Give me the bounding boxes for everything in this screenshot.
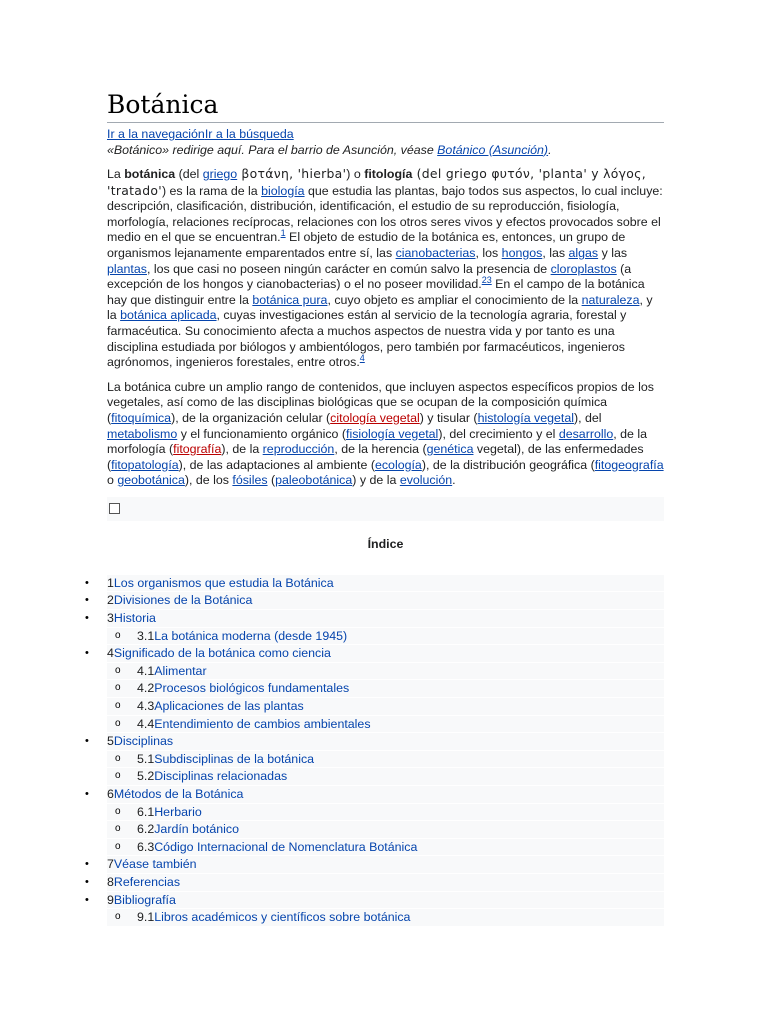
toc-spacer	[107, 567, 664, 575]
toc-subitem[interactable]	[107, 628, 664, 646]
toc-subitem[interactable]	[107, 751, 664, 769]
link-botanica-pura[interactable]: botánica pura	[252, 292, 328, 307]
toc-number: 3.1	[137, 628, 155, 643]
toc-link[interactable]: Los organismos que estudia la Botánica	[113, 575, 334, 590]
bullet-disc-icon: •	[85, 647, 89, 660]
link-metabolismo[interactable]: metabolismo	[107, 426, 178, 441]
link-cianobacterias[interactable]: cianobacterias	[395, 245, 476, 260]
text: (del	[175, 167, 203, 181]
bullet-disc-icon: •	[85, 893, 89, 906]
text: , los que casi no poseen ningún carácter en común salvo la presencia de	[146, 261, 551, 276]
bullet-circle-icon: o	[115, 840, 121, 852]
toc-link[interactable]: Historia	[113, 611, 156, 626]
text: y el funcionamiento orgánico (	[177, 426, 346, 441]
link-fisiologia-vegetal[interactable]: fisiología vegetal	[346, 426, 439, 441]
toc-item[interactable]	[85, 610, 664, 628]
toc-number: 5.1	[137, 751, 155, 766]
toc-link[interactable]: Código Internacional de Nomenclatura Botánica	[154, 839, 418, 854]
link-griego[interactable]: griego	[202, 167, 238, 181]
bullet-circle-icon: o	[115, 629, 121, 641]
toc-number: 2	[107, 593, 114, 608]
toc-subitem[interactable]	[107, 804, 664, 822]
link-naturaleza[interactable]: naturaleza	[581, 292, 640, 307]
toc-link[interactable]: Libros académicos y científicos sobre botánica	[154, 910, 411, 925]
toc-link[interactable]: Disciplinas	[113, 734, 174, 749]
redlink-citologia-vegetal[interactable]: citología vegetal	[330, 410, 420, 425]
text: ) y tisular (	[419, 410, 478, 425]
toc-number: 1	[107, 575, 114, 590]
bullet-disc-icon: •	[85, 875, 89, 888]
text: ) es la rama de la	[161, 183, 262, 198]
toc-item[interactable]	[85, 645, 664, 663]
text: La botánica cubre un amplio rango de contenidos, que incluyen aspectos específicos propios de los vegetales, así como de las disciplinas biológicas que se ocupan de la composición química (	[107, 379, 654, 425]
link-paleobotanica[interactable]: paleobotánica	[275, 473, 353, 488]
link-desarrollo[interactable]: desarrollo	[558, 426, 614, 441]
toc-number: 8	[107, 874, 114, 889]
toc-toggle-row	[107, 497, 664, 521]
text: que estudia las plantas, bajo todos sus aspectos, lo cual incluye: descripción, clasificación, distribución, identificación, el estudio de su reproducción, fisiología, morfología, relaciones recíprocas, relaciones con los otros seres vivos y efectos provocados sobre el medio en el que se encuentran.	[107, 183, 663, 245]
article	[85, 88, 664, 927]
toc-subitem[interactable]	[107, 839, 664, 857]
bullet-circle-icon: o	[115, 805, 121, 817]
toc-link[interactable]: Entendimiento de cambios ambientales	[154, 716, 371, 731]
toc-link[interactable]: Herbario	[154, 804, 202, 819]
toc-item[interactable]	[85, 892, 664, 910]
bold-term-botanica: botánica	[124, 167, 176, 181]
toc-subitem[interactable]	[107, 680, 664, 698]
link-fitoquimica[interactable]: fitoquímica	[111, 410, 172, 425]
toc-item[interactable]	[85, 874, 664, 892]
toc-subitem[interactable]	[107, 698, 664, 716]
jump-links	[107, 127, 664, 143]
text: ), de la organización celular (	[171, 410, 331, 425]
toc-link[interactable]: Referencias	[113, 874, 181, 889]
text: , y la	[107, 292, 653, 323]
bullet-disc-icon: •	[85, 576, 89, 589]
toc-number: 4.1	[137, 663, 155, 678]
text: y las	[598, 245, 628, 260]
link-ecologia[interactable]: ecología	[374, 457, 422, 472]
text: La	[107, 167, 125, 181]
toc-item[interactable]	[85, 592, 664, 610]
toc-list	[85, 575, 664, 927]
toc-subitem[interactable]	[107, 716, 664, 734]
bullet-circle-icon: o	[115, 770, 121, 782]
bullet-disc-icon: •	[85, 735, 89, 748]
toc-item[interactable]	[85, 786, 664, 804]
link-fitopatologia[interactable]: fitopatología	[111, 457, 179, 472]
toc-link[interactable]: Disciplinas relacionadas	[154, 769, 288, 784]
text: (a excepción de los hongos y cianobacterias) o el no poseer movilidad.	[107, 261, 632, 292]
link-botanica-aplicada[interactable]: botánica aplicada	[120, 308, 217, 323]
toc-subitem[interactable]	[107, 909, 664, 927]
text: En el campo de la botánica hay que distinguir entre la	[107, 277, 645, 307]
toc-link[interactable]: Bibliografía	[113, 892, 176, 907]
jump-to-search-link[interactable]: Ir a la búsqueda	[204, 127, 294, 141]
toc-item[interactable]	[85, 856, 664, 874]
toc-number: 4.2	[137, 681, 155, 696]
toc-title: Índice	[107, 521, 664, 567]
toc-item[interactable]	[85, 575, 664, 593]
text: El objeto de estudio de la botánica es, entonces, un grupo de organismos lejanamente emparentados entre sí, las	[107, 230, 626, 260]
toc-link[interactable]: Métodos de la Botánica	[113, 787, 244, 801]
toc-link[interactable]: Subdisciplinas de la botánica	[154, 751, 315, 766]
reference-4[interactable]: 4	[359, 353, 365, 363]
text: ), de los	[184, 473, 233, 488]
toc-number: 9.1	[137, 910, 155, 925]
text: .	[452, 473, 456, 488]
bullet-disc-icon: •	[85, 594, 89, 607]
toc-toggle-checkbox[interactable]	[109, 503, 120, 514]
toc-number: 6.2	[137, 822, 155, 837]
toc-subitem[interactable]	[107, 663, 664, 681]
toc-number: 4	[107, 646, 114, 661]
text: , de la morfología (	[107, 426, 648, 457]
text: , de la herencia (	[334, 442, 427, 457]
link-plantas[interactable]: plantas	[107, 261, 147, 276]
bold-term-fitologia: fitología	[364, 167, 413, 181]
toc-number: 5.2	[137, 769, 155, 784]
text: ), de la	[221, 442, 263, 457]
link-algas[interactable]: algas	[568, 245, 599, 260]
toc-number: 5	[107, 734, 114, 749]
toc-link[interactable]: Significado de la botánica como ciencia	[113, 646, 331, 661]
link-fitogeografia[interactable]: fitogeografía	[594, 457, 664, 472]
toc-number: 4.4	[137, 716, 155, 731]
toc-link[interactable]: Jardín botánico	[154, 822, 239, 837]
toc-item[interactable]	[85, 733, 664, 751]
table-of-contents	[85, 497, 664, 927]
text: , las	[542, 245, 569, 260]
intro-paragraph-1	[107, 166, 664, 371]
bullet-circle-icon: o	[115, 752, 121, 764]
greek-text: βοτάνη, 'hierba'	[237, 166, 347, 181]
link-cloroplastos[interactable]: cloroplastos	[550, 261, 617, 276]
bullet-circle-icon: o	[115, 911, 121, 923]
link-geobotanica[interactable]: geobotánica	[117, 473, 185, 488]
hatnote	[107, 143, 664, 159]
toc-subitem[interactable]	[107, 768, 664, 786]
link-reproduccion[interactable]: reproducción	[262, 442, 335, 457]
link-hongos[interactable]: hongos	[501, 245, 543, 260]
text: ), del	[574, 410, 602, 425]
greek-text: (del griego φυτόν, 'planta' y λόγος, 'tratado'	[107, 166, 646, 198]
toc-subitem[interactable]	[107, 821, 664, 839]
text: (	[267, 473, 276, 488]
toc-link[interactable]: Procesos biológicos fundamentales	[154, 681, 350, 696]
bullet-disc-icon: •	[85, 612, 89, 625]
toc-number: 3	[107, 611, 114, 626]
toc-number: 9	[107, 892, 114, 907]
text: ) y de la	[352, 473, 400, 488]
bullet-circle-icon: o	[115, 664, 121, 676]
hatnote-text: «Botánico» redirige aquí. Para el barrio de Asunción, véase	[107, 142, 438, 157]
link-genetica[interactable]: genética	[426, 442, 474, 457]
bullet-disc-icon: •	[85, 788, 89, 800]
link-fosiles[interactable]: fósiles	[232, 473, 268, 488]
toc-number: 6	[107, 787, 114, 801]
reference-23[interactable]: 23	[481, 275, 492, 286]
hatnote-suffix: .	[548, 142, 552, 157]
bullet-circle-icon: o	[115, 682, 121, 694]
text: ) o	[346, 167, 365, 181]
bullet-circle-icon: o	[115, 717, 121, 729]
toc-number: 6.1	[137, 804, 155, 819]
text: vegetal), de las enfermedades (	[107, 442, 644, 472]
jump-to-navigation-link[interactable]: Ir a la navegación	[107, 127, 205, 141]
text: , cuyas investigaciones están al servicio de la tecnología agraria, forestal y farmacéutica. Su conocimiento afecta a muchos aspectos de nuestra vida y por tanto es una disciplina estudiada por biólogos y ambientólogos, pero también por farmacéuticos, ingenieros agrónomos, ingenieros forestales, entre otros.	[107, 308, 627, 370]
text: o	[107, 473, 118, 488]
toc-number: 6.3	[137, 839, 155, 854]
reference-1[interactable]: 1	[280, 228, 286, 239]
toc-link[interactable]: Divisiones de la Botánica	[113, 593, 253, 608]
redlink-fitografia[interactable]: fitografía	[173, 442, 222, 457]
text: ), de la distribución geográfica (	[421, 457, 595, 472]
text: , cuyo objeto es ampliar el conocimiento de la	[327, 292, 582, 307]
toc-number: 4.3	[137, 699, 155, 714]
link-biologia[interactable]: biología	[261, 183, 305, 198]
text: , los	[475, 245, 502, 260]
toc-number: 7	[107, 857, 114, 872]
bullet-circle-icon: o	[115, 700, 121, 712]
toc-link[interactable]: Aplicaciones de las plantas	[154, 699, 304, 714]
link-evolucion[interactable]: evolución	[399, 473, 453, 488]
bullet-disc-icon: •	[85, 858, 89, 871]
toc-link[interactable]: Alimentar	[154, 663, 207, 678]
page-title: Botánica	[107, 88, 664, 123]
toc-link[interactable]: Véase también	[113, 857, 197, 872]
link-histologia-vegetal[interactable]: histología vegetal	[477, 410, 575, 425]
bullet-circle-icon: o	[115, 823, 121, 835]
intro-paragraph-2	[107, 380, 664, 489]
text: ), del crecimiento y el	[438, 426, 559, 441]
toc-link[interactable]: La botánica moderna (desde 1945)	[154, 628, 348, 643]
hatnote-link[interactable]: Botánico (Asunción)	[437, 142, 549, 157]
text: ), de las adaptaciones al ambiente (	[178, 457, 375, 472]
